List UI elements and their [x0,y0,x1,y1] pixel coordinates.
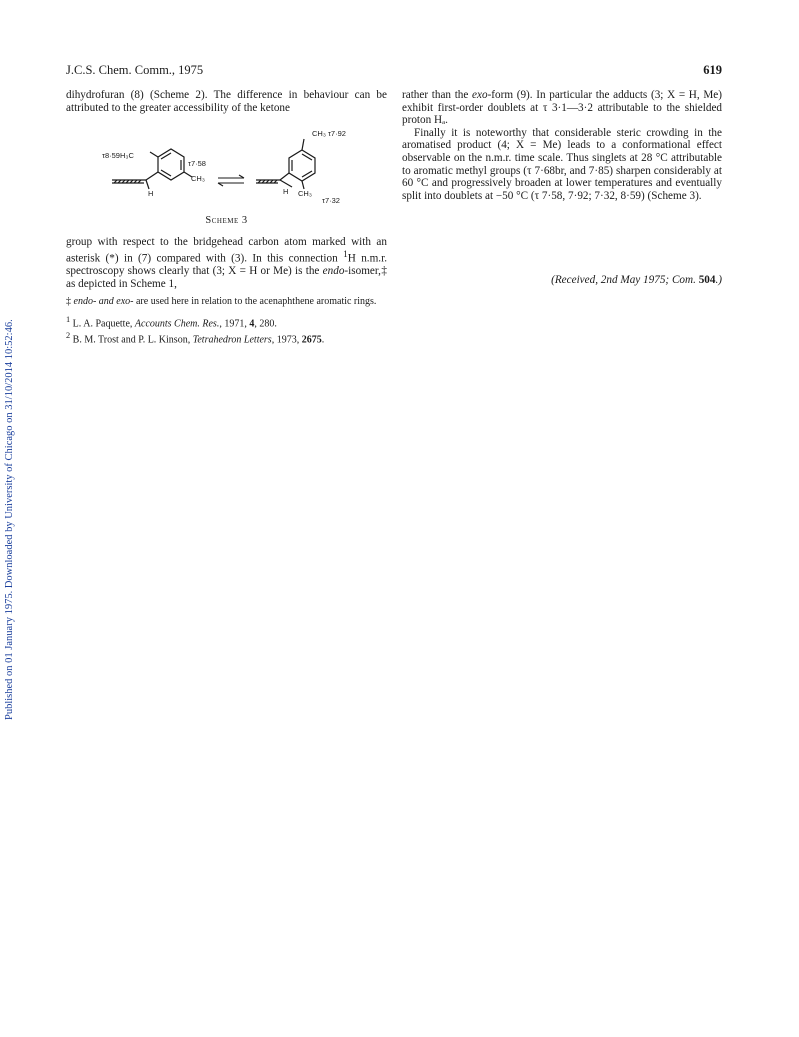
download-watermark [4,300,18,720]
right-h-label: H [283,187,289,196]
received-com-number: 504 [698,274,716,286]
left-paragraph-1: dihydrofuran (8) (Scheme 2). The difference in behaviour can be attributed to the greater accessibility of the ketone [66,89,387,114]
reference-2-number: 2 [66,331,71,341]
left-methyl-tau-label: τ8·59H₃C [102,151,134,160]
left-p2-text-c: -isomer,‡ as depicted in Scheme 1, [66,264,387,290]
reference-2-end: . [321,334,325,346]
right-h-bond [280,180,292,187]
right-paragraph-1 [402,89,722,127]
scheme-3-diagram [98,125,360,207]
reference-1-volume: 4 [249,318,255,330]
footnote-dagger-text: are used here in relation to the acenaphthene aromatic rings. [133,296,377,307]
right-paragraph-2: Finally it is noteworthy that considerable steric crowding in the aromatised product (4; X = Me) leads to a conformational effect observable on the n.m.r. time scale. Thus singlets at 28 °C attributable to aromatic methyl groups (τ 7·68br, and 7·85) sharpen considerably at 60 °C and progressively broaden at lower temperatures and eventually split into doublets at −50 °C (τ 7·58, 7·92; 7·32, 8·59) (Scheme 3). [402,126,722,202]
journal-title: J.C.S. Chem. Comm., 1975 [66,63,204,77]
reference-2-year: , 1973, [271,334,302,346]
left-p2-text-a: group with respect to the bridgehead carbon atom marked with an asterisk (*) in (7) compared with (3). In this connection [66,236,387,265]
scheme-3-caption: Scheme 3 [205,215,248,226]
footnotes [66,296,722,347]
reference-1-number: 1 [66,315,71,324]
reference-1-page: , 280. [254,318,277,330]
left-paragraph-2 [66,236,387,290]
page-number: 619 [703,63,722,77]
left-h-bond [146,180,149,189]
reference-2-journal: Tetrahedron Letters [192,334,272,346]
right-methyl-bond-top [302,139,304,150]
right-attach-bond [280,173,289,180]
equilibrium-arrows [218,175,244,186]
reference-1-year: , 1971, [219,318,250,330]
reference-1 [66,314,722,330]
reference-2-page: 2675 [301,334,322,346]
received-com: Com. [671,274,699,286]
right-column [402,89,722,202]
right-tau-732-label: τ7·32 [322,196,340,205]
right-methyl-bond-bottom [302,181,304,189]
footnote-dagger-mark: ‡ [66,296,74,307]
footnote-dagger [66,296,722,308]
right-p1-exo-term: exo [472,89,488,101]
reference-2 [66,330,722,346]
right-structure [256,139,315,189]
footnote-dagger-terms: endo- and exo- [73,296,134,307]
running-header [66,63,722,79]
left-column-top [66,89,387,114]
reference-1-journal: Accounts Chem. Res. [134,318,220,330]
left-h-label: H [148,189,154,198]
right-ch3-label: CH₃ [298,189,312,198]
right-top-ch3-label: CH₃ τ7·92 [312,129,346,138]
left-ch3-label: CH₃ [191,174,205,183]
left-p2-endo-term: endo [322,264,345,277]
left-column-bottom [66,236,387,290]
received-text: (Received, 2nd May 1975; [551,274,672,286]
received-line [402,274,722,286]
received-end: .) [715,274,722,286]
left-tau-758-label: τ7·58 [188,159,206,168]
download-watermark-text: Published on 01 January 1975. Downloaded by University of Chicago on 31/10/2014 10:52:46. [4,319,15,720]
left-methyl-bond-top [150,152,158,157]
left-attach-bond [146,172,158,180]
left-p2-superscript: 1 [343,249,348,260]
left-p2-text-b: H n.m.r. spectroscopy shows clearly that (3; X = H or Me) is the [66,252,387,277]
right-p1-text-b: -form (9). In particular the adducts (3; X = H, Me) exhibit first-order doublets at τ 3·1—3·2 attributable to the shielded proton Hₐ. [402,89,722,127]
scheme-3-svg [98,125,360,207]
reference-2-authors: B. M. Trost and P. L. Kinson, [70,334,193,346]
right-p1-text-a: rather than the [402,89,473,101]
reference-1-authors: L. A. Paquette, [70,318,135,330]
